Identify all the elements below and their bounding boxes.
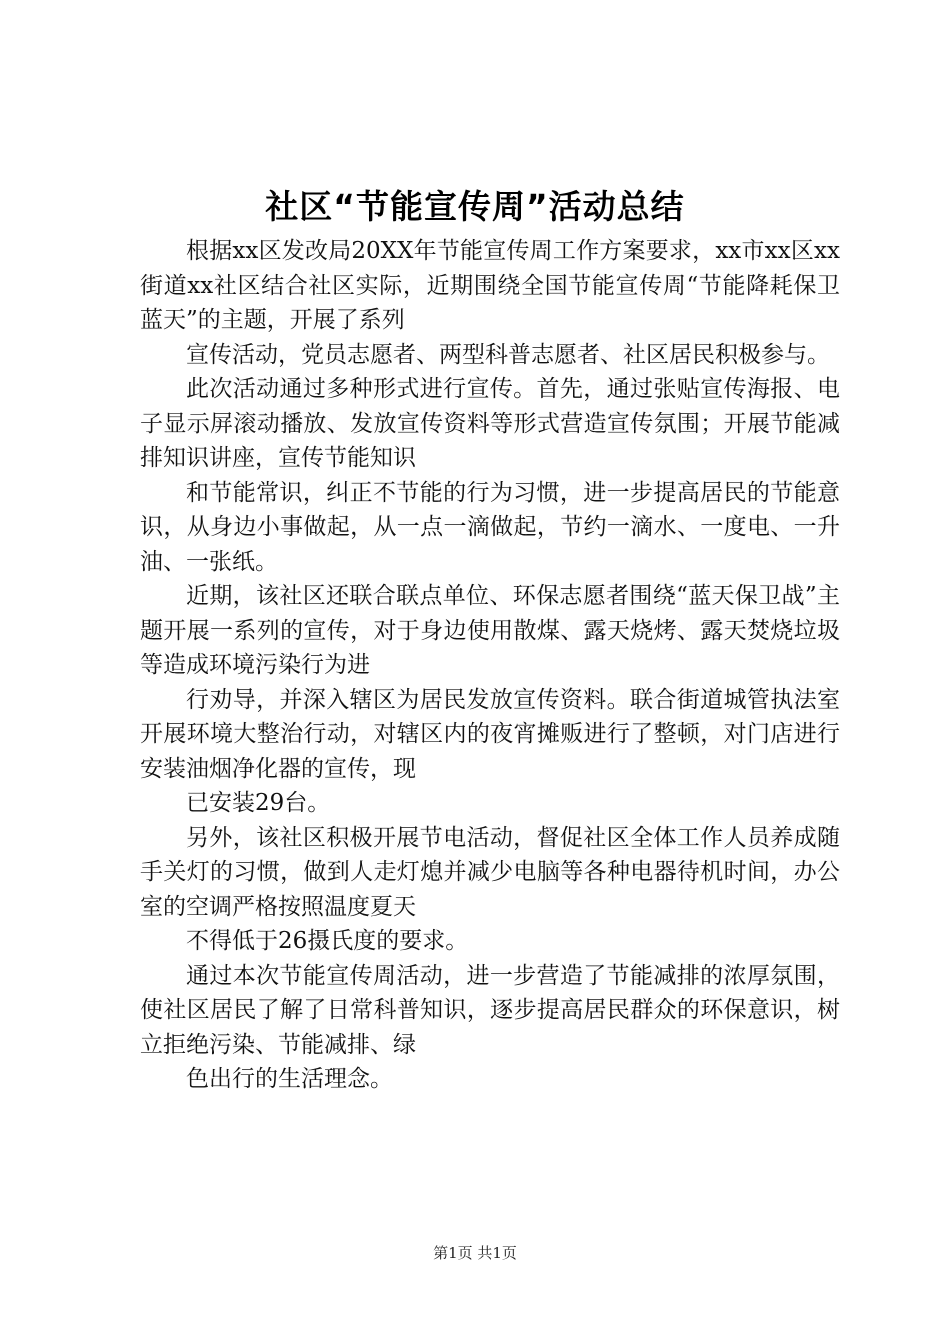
body-paragraph: 另外，该社区积极开展节电活动，督促社区全体工作人员养成随手关灯的习惯，做到人走灯熄并减少电脑等各种电器待机时间，办公室的空调严格按照温度夏天 (140, 824, 840, 920)
body-paragraph: 宣传活动，党员志愿者、两型科普志愿者、社区居民积极参与。 (186, 341, 830, 368)
body-paragraph: 色出行的生活理念。 (186, 1066, 393, 1092)
body-paragraph: 通过本次节能宣传周活动，进一步营造了节能减排的浓厚氛围，使社区居民了解了日常科普知识，逐步提高居民群众的环保意识，树立拒绝污染、节能减排、绿 (140, 962, 840, 1058)
body-paragraph: 已安装29台。 (186, 790, 331, 816)
body-paragraph: 近期，该社区还联合联点单位、环保志愿者围绕“蓝天保卫战”主题开展一系列的宣传，对于身边使用散煤、露天烧烤、露天焚烧垃圾等造成环境污染行为进 (140, 583, 840, 678)
document-body (140, 234, 840, 1097)
body-paragraph: 此次活动通过多种形式进行宣传。首先，通过张贴宣传海报、电子显示屏滚动播放、发放宣传资料等形式营造宣传氛围；开展节能减排知识讲座，宣传节能知识 (140, 376, 840, 471)
body-paragraph: 行劝导，并深入辖区为居民发放宣传资料。联合街道城管执法室开展环境大整治行动，对辖区内的夜宵摊贩进行了整顿，对门店进行安装油烟净化器的宣传，现 (140, 686, 840, 782)
body-paragraph: 和节能常识，纠正不节能的行为习惯，进一步提高居民的节能意识，从身边小事做起，从一点一滴做起，节约一滴水、一度电、一升油、一张纸。 (140, 479, 840, 575)
page-number-footer: 第1页 共1页 (433, 1244, 517, 1262)
body-paragraph: 根据xx区发改局20XX年节能宣传周工作方案要求，xx市xx区xx街道xx社区结合社区实际，近期围绕全国节能宣传周“节能降耗保卫蓝天”的主题，开展了系列 (140, 238, 840, 333)
body-paragraph: 不得低于26摄氏度的要求。 (186, 928, 469, 954)
document-title: 社区“节能宣传周”活动总结 (265, 187, 685, 226)
